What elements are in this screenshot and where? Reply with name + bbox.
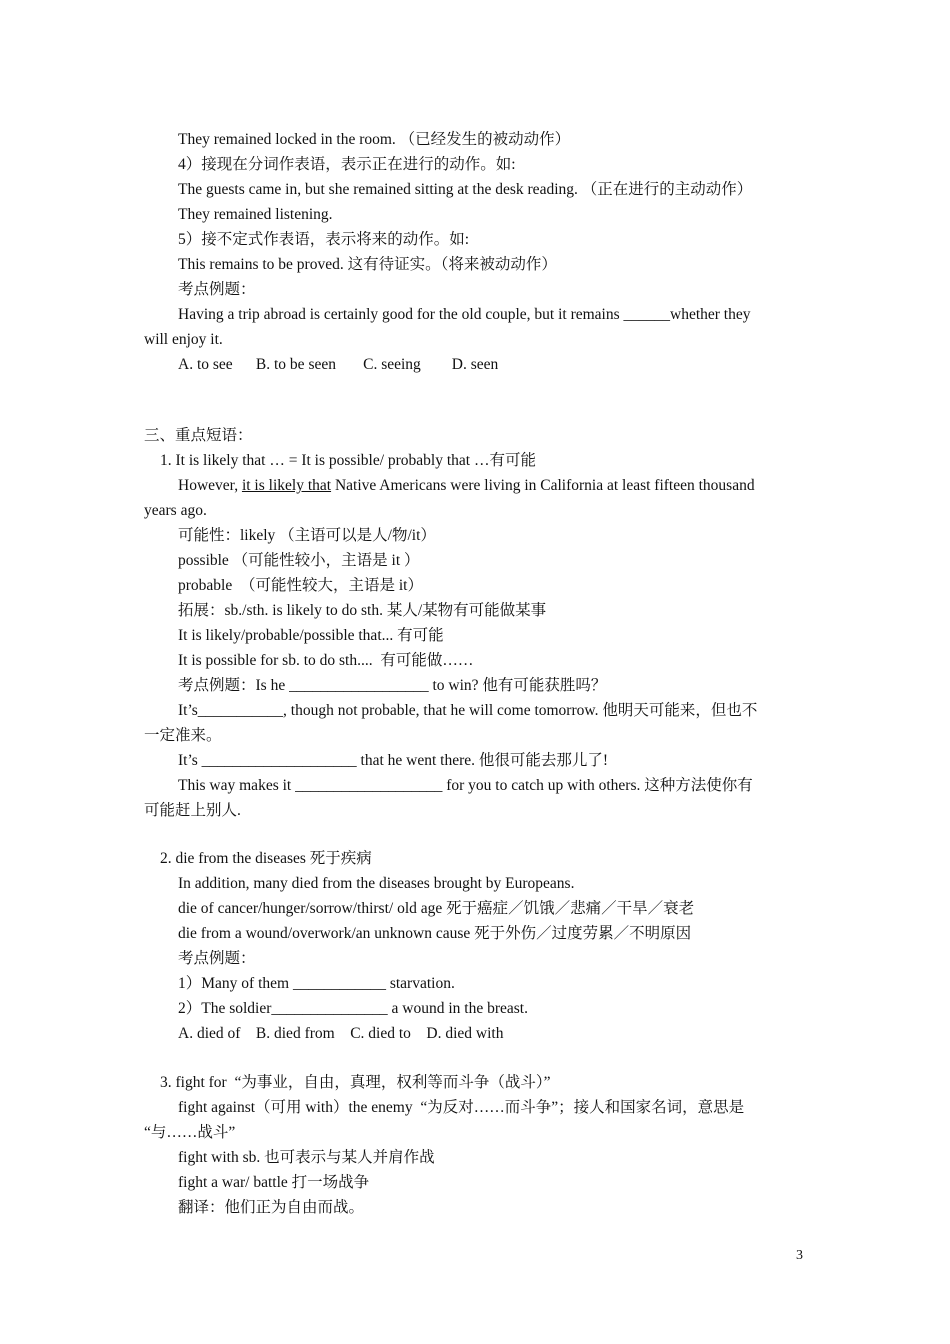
text-line: In addition, many died from the diseases brought by Europeans. — [178, 875, 575, 892]
text-line: 考点例题： — [178, 281, 256, 298]
text-span: However, — [178, 477, 242, 494]
text-line: years ago. — [144, 502, 207, 519]
text-line: fight with sb. 也可表示与某人并肩作战 — [178, 1149, 435, 1166]
text-line: 拓展：sb./sth. is likely to do sth. 某人/某物有可能做某事 — [178, 602, 547, 619]
text-line: This remains to be proved. 这有待证实。（将来被动动作） — [178, 256, 557, 273]
underlined-phrase: it is likely that — [241, 477, 332, 494]
text-line: 1）Many of them ____________ starvation. — [178, 975, 455, 992]
page-number: 3 — [796, 1248, 803, 1263]
text-line: This way makes it ___________________ for you to catch up with others. 这种方法使你有 — [178, 777, 753, 794]
text-line — [178, 473, 806, 498]
text-line: probable （可能性较大，主语是 it） — [178, 577, 423, 594]
section-heading: 三、重点短语： — [144, 427, 253, 444]
text-line: 2）The soldier_______________ a wound in the breast. — [178, 1000, 528, 1017]
text-line: 4）接现在分词作表语，表示正在进行的动作。如: — [178, 156, 516, 173]
phrase-heading: 2. die from the diseases 死于疾病 — [160, 850, 372, 867]
text-span: Native Americans were living in California at least fifteen thousand — [331, 477, 755, 494]
text-line: Having a trip abroad is certainly good for the old couple, but it remains ______whether they — [178, 306, 751, 323]
text-line: 翻译：他们正为自由而战。 — [178, 1199, 365, 1216]
text-line: The guests came in, but she remained sitting at the desk reading. （正在进行的主动动作） — [178, 181, 753, 198]
answer-options: A. to see B. to be seen C. seeing D. seen — [178, 356, 499, 373]
text-line: It’s___________, though not probable, that he will come tomorrow. 他明天可能来，但也不 — [178, 702, 758, 719]
text-line: It’s ____________________ that he went there. 他很可能去那儿了! — [178, 752, 609, 769]
text-line: die of cancer/hunger/sorrow/thirst/ old age 死于癌症／饥饿／悲痛／干旱／衰老 — [178, 900, 695, 917]
text-line: 考点例题： — [178, 950, 256, 967]
text-line: 5）接不定式作表语，表示将来的动作。如: — [178, 231, 470, 248]
text-line: They remained listening. — [178, 206, 333, 223]
text-line: will enjoy it. — [144, 331, 223, 348]
text-line: “与……战斗” — [144, 1124, 236, 1141]
text-line: fight against（可用 with）the enemy “为反对……而斗争”；接人和国家名词，意思是 — [178, 1099, 745, 1116]
text-line: die from a wound/overwork/an unknown cause 死于外伤／过度劳累／不明原因 — [178, 925, 692, 942]
text-line: fight a war/ battle 打一场战争 — [178, 1174, 370, 1191]
text-line: 一定准来。 — [144, 727, 222, 744]
text-line: 可能性：likely （主语可以是人/物/it） — [178, 527, 436, 544]
text-line: It is possible for sb. to do sth.... 有可能做…… — [178, 652, 474, 669]
text-line: possible （可能性较小，主语是 it ） — [178, 552, 420, 569]
text-line: 可能赶上别人. — [144, 802, 241, 819]
phrase-heading: 3. fight for “为事业，自由，真理，权利等而斗争（战斗）” — [160, 1074, 551, 1091]
text-line: They remained locked in the room. （已经发生的被动动作） — [178, 131, 571, 148]
phrase-heading: 1. It is likely that … = It is possible/ probably that …有可能 — [160, 452, 536, 469]
text-line: It is likely/probable/possible that... 有可能 — [178, 627, 444, 644]
answer-options: A. died of B. died from C. died to D. died with — [178, 1025, 504, 1042]
text-line: 考点例题：Is he __________________ to win? 他有可能获胜吗？ — [178, 677, 607, 694]
